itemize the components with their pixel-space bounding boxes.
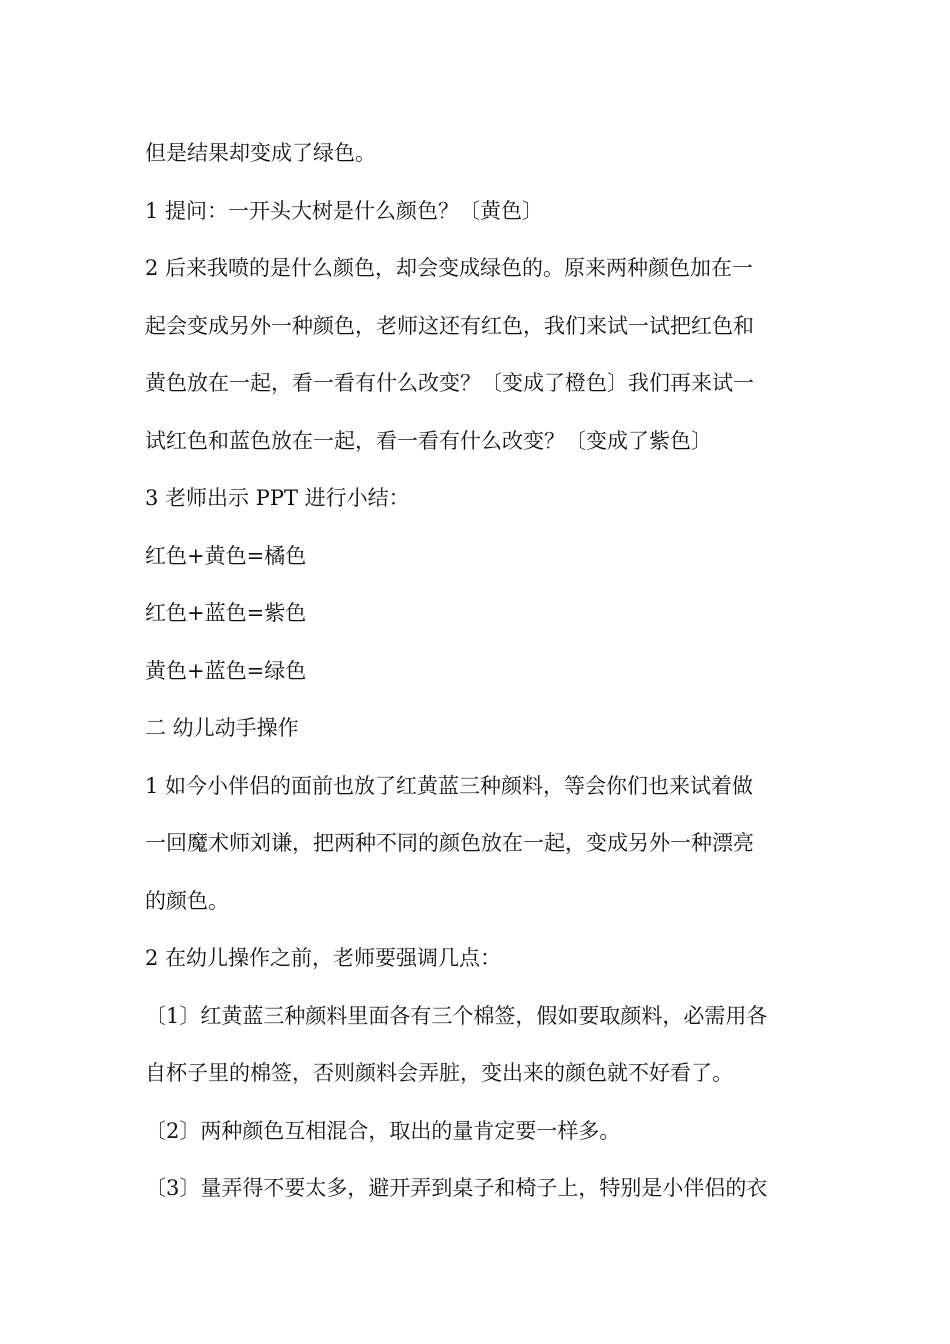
text-line: 1 提问：一开头大树是什么颜色？〔黄色〕 [145,198,544,223]
text-line: 黄色+蓝色=绿色 [145,658,307,683]
text-line: 试红色和蓝色放在一起，看一看有什么改变？〔变成了紫色〕 [145,428,712,453]
text-line: 1 如今小伴侣的面前也放了红黄蓝三种颜料，等会你们也来试着做 [145,773,754,798]
text-line: 红色+黄色=橘色 [145,543,307,568]
text-line: 〔2〕两种颜色互相混合，取出的量肯定要一样多。 [145,1118,621,1143]
text-line: 〔1〕红黄蓝三种颜料里面各有三个棉签，假如要取颜料，必需用各 [145,1003,768,1028]
text-line: 黄色放在一起，看一看有什么改变？〔变成了橙色〕我们再来试一 [145,371,754,395]
text-line: 一回魔术师刘谦，把两种不同的颜色放在一起，变成另外一种漂亮 [145,831,754,855]
section-heading: 二 幼儿动手操作 [145,716,299,740]
text-line: 红色+蓝色=紫色 [145,601,307,625]
text-line: 〔3〕量弄得不要太多，避开弄到桌子和椅子上，特别是小伴侣的衣 [145,1176,768,1200]
text-line: 但是结果却变成了绿色。 [145,141,376,165]
text-line: 的颜色。 [145,888,229,913]
text-line: 3 老师出示 PPT 进行小结： [145,486,410,510]
text-line: 起会变成另外一种颜色，老师这还有红色，我们来试一试把红色和 [145,313,754,338]
text-line: 2 后来我喷的是什么颜色，却会变成绿色的。原来两种颜色加在一 [145,256,754,280]
text-line: 自杯子里的棉签，否则颜料会弄脏，变出来的颜色就不好看了。 [145,1061,733,1085]
document-body [145,133,810,1226]
text-line: 2 在幼儿操作之前，老师要强调几点： [145,946,502,970]
